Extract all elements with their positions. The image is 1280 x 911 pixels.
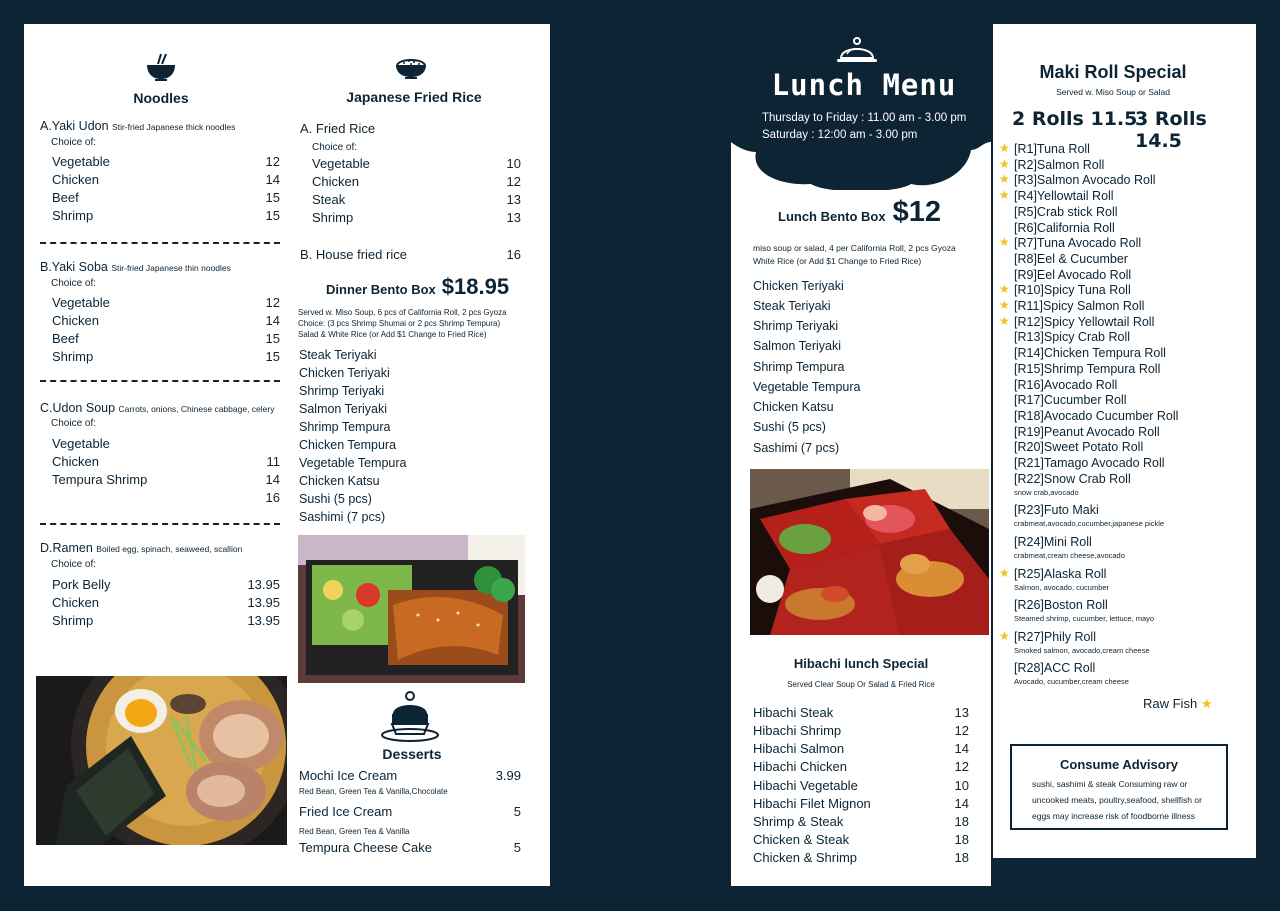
dinner-bento-notes: Served w. Miso Soup, 6 pcs of California Roll, 2 pcs Gyoza Choice: (3 pcs Shrimp Shumai or 2 pcs Shrimp Tempura) Salad & White Rice (or Add $1 Change to Fried Rice)	[298, 308, 507, 339]
bento-item: Chicken Teriyaki	[753, 279, 844, 293]
bento-item: Chicken Tempura	[299, 438, 397, 452]
roll-item: [R7]Tuna Avocado Roll	[1014, 236, 1142, 251]
roll-note: crabmeat,cream cheese,avocado	[1014, 550, 1125, 560]
star-icon: ★	[999, 172, 1010, 187]
bento-item: Chicken Katsu	[299, 474, 380, 488]
maki-title: Maki Roll Special	[1039, 62, 1187, 82]
roll-item: [R20]Sweet Potato Roll	[1014, 440, 1144, 455]
star-icon: ★	[999, 235, 1010, 250]
roll-item: [R11]Spicy Salmon Roll	[1014, 299, 1145, 313]
roll-item: [R28]ACC Roll	[1014, 661, 1096, 676]
menu-item: 16	[265, 490, 280, 505]
roll-item: [R17]Cucumber Roll	[1014, 393, 1127, 408]
advisory-title: Consume Advisory	[1060, 757, 1178, 772]
bento-item: Chicken Teriyaki	[299, 366, 390, 380]
roll-item: [R5]Crab stick Roll	[1014, 204, 1118, 219]
star-icon: ★	[999, 156, 1010, 171]
hibachi-item: Hibachi Vegetable 10	[753, 778, 969, 793]
maki-roll-page	[993, 24, 1256, 858]
menu-item: Chicken 14	[52, 313, 280, 328]
menu-item: Vegetable	[52, 436, 110, 451]
dessert-item: Mochi Ice Cream 3.99	[299, 768, 521, 783]
roll-item: [R8]Eel & Cucumber	[1014, 251, 1128, 266]
roll-item: [R15]Shrimp Tempura Roll	[1014, 361, 1161, 376]
roll-item: [R2]Salmon Roll	[1014, 157, 1105, 172]
maki-subtitle: Served w. Miso Soup or Salad	[1056, 87, 1170, 97]
desserts-title: Desserts	[382, 746, 442, 762]
roll-item: [R27]Phily Roll	[1014, 629, 1096, 644]
cloche-icon	[835, 36, 879, 66]
bento-item: Shrimp Tempura	[299, 420, 391, 434]
roll-item: [R19]Peanut Avocado Roll	[1014, 424, 1160, 439]
roll-item: [R24]Mini Roll	[1014, 534, 1092, 549]
hibachi-item: Hibachi Steak 13	[753, 705, 969, 720]
roll-note: crabmeat,avocado,cucumber,japanese pickle	[1014, 519, 1165, 529]
yaki-soba-heading: B.Yaki Soba Stir-fried Japanese thin noodles	[40, 260, 231, 274]
star-icon: ★	[999, 188, 1010, 203]
bento-item: Shrimp Teriyaki	[299, 384, 385, 398]
star-icon: ★	[999, 313, 1010, 328]
two-rolls-price: 2 Rolls 11.5	[1012, 108, 1138, 130]
star-icon: ★	[999, 565, 1010, 580]
star-icon: ★	[999, 628, 1010, 643]
menu-item: Vegetable 10	[312, 156, 521, 171]
lunch-menu-page	[731, 24, 991, 886]
roll-note: Avocado, cucumber,cream cheese	[1014, 677, 1129, 687]
star-icon: ★	[999, 141, 1010, 155]
bento-item: Vegetable Tempura	[299, 456, 407, 470]
menu-item: Chicken 13.95	[52, 595, 280, 610]
dessert-note: Red Bean, Green Tea & Vanilla	[299, 827, 410, 836]
star-icon: ★	[999, 298, 1010, 312]
roll-item: [R3]Salmon Avocado Roll	[1014, 173, 1156, 188]
menu-item: Shrimp 13	[312, 210, 521, 225]
roll-item: [R18]Avocado Cucumber Roll	[1014, 408, 1179, 423]
bento-item: Sashimi (7 pcs)	[753, 441, 840, 455]
dinner-bento-photo	[298, 535, 525, 683]
menu-item: B. House fried rice 16	[300, 247, 521, 262]
bento-item: Vegetable Tempura	[753, 380, 861, 394]
roll-item: [R1]Tuna Roll	[1014, 142, 1090, 156]
roll-item: [R22]Snow Crab Roll	[1014, 471, 1131, 486]
consume-advisory-box	[1010, 744, 1228, 830]
choice-label: Choice of:	[312, 142, 358, 153]
bento-item: Chicken Katsu	[753, 400, 834, 414]
choice-label: Choice of:	[51, 559, 97, 570]
roll-note: snow crab,avocado	[1014, 487, 1079, 497]
roll-item: [R4]Yellowtail Roll	[1014, 189, 1114, 204]
bento-item: Sashimi (7 pcs)	[299, 510, 386, 524]
roll-note: Smoked salmon, avocado,cream cheese	[1014, 645, 1150, 655]
menu-item: Chicken 11	[52, 454, 280, 469]
menu-item: Shrimp 15	[52, 349, 280, 364]
roll-item: [R21]Tamago Avocado Roll	[1014, 456, 1165, 470]
udon-soup-heading: C.Udon Soup Carrots, onions, Chinese cabbage, celery	[40, 401, 275, 415]
bento-item: Sushi (5 pcs)	[299, 492, 372, 506]
hibachi-item: Chicken & Shrimp 18	[753, 850, 969, 865]
roll-item: [R14]Chicken Tempura Roll	[1014, 346, 1166, 361]
choice-label: Choice of:	[51, 278, 97, 289]
bento-item: Sushi (5 pcs)	[753, 420, 826, 434]
roll-item: [R9]Eel Avocado Roll	[1014, 267, 1132, 282]
raw-fish-legend: Raw Fish ★	[1143, 696, 1213, 711]
roll-item: [R26]Boston Roll	[1014, 598, 1108, 613]
choice-label: Choice of:	[51, 137, 97, 148]
advisory-text: sushi, sashimi & steak Consuming raw or uncooked meats, poultry,seafood, shellfish or eggs may increase risk of foodborne illness	[1032, 779, 1202, 821]
noodles-title: Noodles	[133, 90, 189, 106]
roll-item: [R23]Futo Maki	[1014, 503, 1099, 518]
cake-icon	[379, 690, 441, 742]
bento-item: Salmon Teriyaki	[299, 402, 388, 416]
lunch-hours: Thursday to Friday : 11.00 am - 3.00 pm Saturday : 12:00 am - 3.00 pm	[762, 112, 967, 141]
menu-item: Tempura Shrimp 14	[52, 472, 280, 487]
menu-item: Beef 15	[52, 331, 280, 346]
hibachi-item: Chicken & Steak 18	[753, 832, 969, 847]
roll-item: [R25]Alaska Roll	[1014, 566, 1107, 581]
dessert-item: Fried Ice Cream 5	[299, 804, 521, 819]
three-rolls-price: 3 Rolls 14.5	[1135, 108, 1207, 152]
dashed-divider	[40, 242, 280, 244]
star-icon: ★	[1200, 696, 1213, 711]
dessert-note: Red Bean, Green Tea & Vanilla,Chocolate	[299, 787, 448, 796]
hibachi-item: Hibachi Chicken 12	[753, 759, 969, 774]
hibachi-item: Hibachi Salmon 14	[753, 741, 969, 756]
hibachi-item: Hibachi Filet Mignon 14	[753, 796, 969, 811]
lunch-bento-heading: Lunch Bento Box $12	[778, 196, 941, 228]
dashed-divider	[40, 523, 280, 525]
fried-rice-title: Japanese Fried Rice	[346, 89, 482, 105]
choice-label: Choice of:	[51, 418, 97, 429]
fried-rice-a-heading: A. Fried Rice	[300, 121, 376, 136]
bento-item: Shrimp Tempura	[753, 360, 845, 374]
roll-item: [R10]Spicy Tuna Roll	[1014, 283, 1131, 298]
hibachi-item: Shrimp & Steak 18	[753, 814, 969, 829]
menu-item: Beef 15	[52, 190, 280, 205]
rice-bowl-icon	[394, 54, 428, 80]
roll-item: [R16]Avocado Roll	[1014, 377, 1118, 392]
lunch-bento-notes: miso soup or salad, 4 per California Roll, 2 pcs Gyoza White Rice (or Add $1 Change to Fried Rice)	[753, 243, 956, 266]
menu-item: Chicken 14	[52, 172, 280, 187]
left-menu-page	[24, 24, 550, 886]
menu-item: Shrimp 15	[52, 208, 280, 223]
bento-item: Salmon Teriyaki	[753, 339, 842, 353]
star-icon: ★	[999, 282, 1010, 297]
menu-item: Steak 13	[312, 192, 521, 207]
hibachi-item: Hibachi Shrimp 12	[753, 723, 969, 738]
lunch-bento-photo	[750, 469, 989, 635]
hibachi-title: Hibachi lunch Special	[793, 656, 929, 671]
ramen-heading: D.Ramen Boiled egg, spinach, seaweed, scallion	[40, 541, 243, 555]
bento-item: Shrimp Teriyaki	[753, 319, 839, 333]
roll-note: Steamed shrimp, cucumber, lettuce, mayo	[1014, 614, 1155, 624]
bento-item: Steak Teriyaki	[753, 299, 831, 313]
menu-item: Pork Belly 13.95	[52, 577, 280, 592]
roll-item: [R6]California Roll	[1014, 220, 1115, 235]
bento-item: Steak Teriyaki	[299, 348, 377, 362]
roll-item: [R12]Spicy Yellowtail Roll	[1014, 314, 1155, 329]
lunch-menu-title: Lunch Menu	[771, 68, 957, 102]
menu-item: Shrimp 13.95	[52, 613, 280, 628]
dessert-item: Tempura Cheese Cake 5	[299, 840, 521, 855]
hibachi-subtitle: Served Clear Soup Or Salad & Fried Rice	[787, 680, 935, 689]
dashed-divider	[40, 380, 280, 382]
menu-item: Vegetable 12	[52, 295, 280, 310]
ramen-photo	[36, 676, 287, 845]
menu-item: Vegetable 12	[52, 154, 280, 169]
yaki-udon-heading: A.Yaki Udon Stir-fried Japanese thick noodles	[40, 119, 236, 133]
roll-item: [R13]Spicy Crab Roll	[1014, 330, 1131, 345]
dinner-bento-heading: Dinner Bento Box $18.95	[326, 274, 510, 299]
roll-note: Salmon, avocado, cucumber	[1014, 582, 1110, 592]
menu-item: Chicken 12	[312, 174, 521, 189]
noodle-bowl-icon	[145, 52, 177, 82]
